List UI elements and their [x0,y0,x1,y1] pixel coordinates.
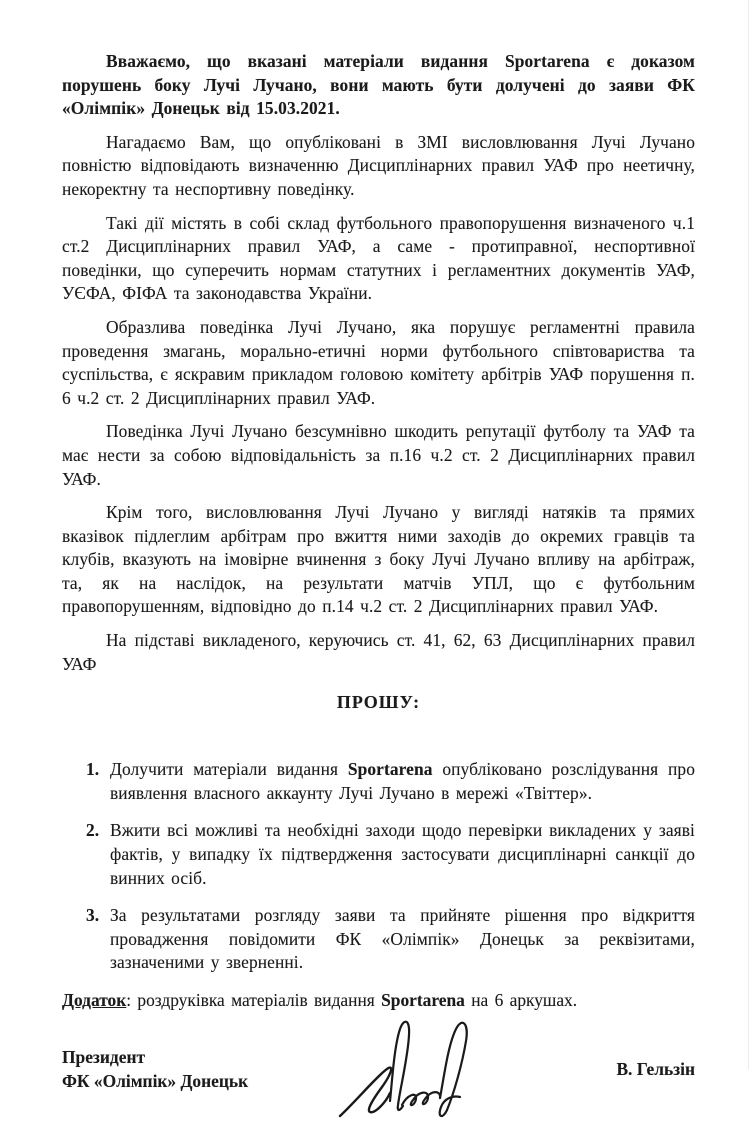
attachment-suffix: на 6 аркушах. [464,990,578,1010]
item-number: 1. [86,759,100,780]
item-text: Вжити всі можливі та необхідні заходи щодо перевірки викладених у заяві фактів, у випадку їх підтвердження застосувати дисциплінарні санкції до винних осіб. [110,820,695,888]
signature-area [312,1045,616,1125]
signer-role-line1: Президент [62,1046,146,1067]
paragraph-influence: Крім того, висловлювання Лучі Лучано у вигляді натяків та прямих вказівок підлеглим арбітрам про вжиття ними заходів до окремих гравців та клубів, вказують на імовірне вчинення з боку Лучі Лучано впливу на арбітраж, та, як на наслідок, на результати матчів УПЛ, що є футбольним правопорушенням, відповідно до п.14 ч.2 ст. 2 Дисциплінарних правил УАФ. [62,502,695,617]
paragraph-statement: Вважаємо, що вказані матеріали видання Sportarena є доказом порушень боку Лучі Лучано, вони мають бути долучені до заяви ФК «Олімпік» Донецьк від 15.03.2021. [62,51,695,119]
handwritten-signature [330,1013,490,1125]
signer-role [62,1045,312,1093]
paragraph-behavior: Образлива поведінка Лучі Лучано, яка порушує регламентні правила проведення змагань, морально-етичні норми футбольного співтовариства та суспільства, є яскравим прикладом головою комітету арбітрів УАФ порушення п. 6 ч.2 ст. 2 Дисциплінарних правил УАФ. [62,316,695,408]
paragraph-offense: Такі дії містять в собі склад футбольного правопорушення визначеного ч.1 ст.2 Дисциплінарних правил УАФ, а саме - протиправної, неспортивної поведінки, що суперечить нормам статутних і регламентних документів УАФ, УЄФА, ФІФА та законодавства України. [62,212,695,304]
attachment-label: Додаток [62,990,127,1010]
attachment-line [62,989,695,1013]
item-number: 2. [86,820,100,841]
publication-name: Sportarena [381,990,465,1010]
request-list [86,758,695,975]
item-text [110,758,695,805]
item-text-pre: Долучити матеріали видання [110,759,348,780]
signer-role-line2: ФК «Олімпік» Донецьк [62,1070,249,1091]
request-item-3 [86,904,695,975]
publication-name: Sportarena [347,759,433,780]
request-heading: ПРОШУ: [336,692,421,713]
item-text-post: опубліковано розслідування про виявлення власного аккаунту Лучі Лучано в мережі «Твіттер». [110,759,695,803]
signer-name: В. Гельзін [616,1058,695,1079]
paragraph-reputation: Поведінка Лучі Лучано безсумнівно шкодить репутації футболу та УАФ та має нести за собою відповідальність за п.16 ч.2 ст. 2 Дисциплінарних правил УАФ. [62,421,695,489]
scan-edge-line [748,0,749,1069]
paragraph-reminder: Нагадаємо Вам, що опубліковані в ЗМІ висловлювання Лучі Лучано повністю відповідають визначенню Дисциплінарних правил УАФ про неетичну, некоректну та неспортивну поведінку. [62,131,695,199]
item-number: 3. [86,905,100,926]
item-text: За результатами розгляду заяви та прийняте рішення про відкриття провадження повідомити ФК «Олімпік» Донецьк за реквізитами, зазначеними у зверненні. [110,905,695,973]
signature-block [62,1045,695,1125]
paragraph-basis: На підставі викладеного, керуючись ст. 41, 62, 63 Дисциплінарних правил УАФ [62,630,695,674]
request-item-2 [86,819,695,890]
attachment-text: : роздруківка матеріалів видання [126,990,382,1010]
request-item-1 [86,758,695,805]
